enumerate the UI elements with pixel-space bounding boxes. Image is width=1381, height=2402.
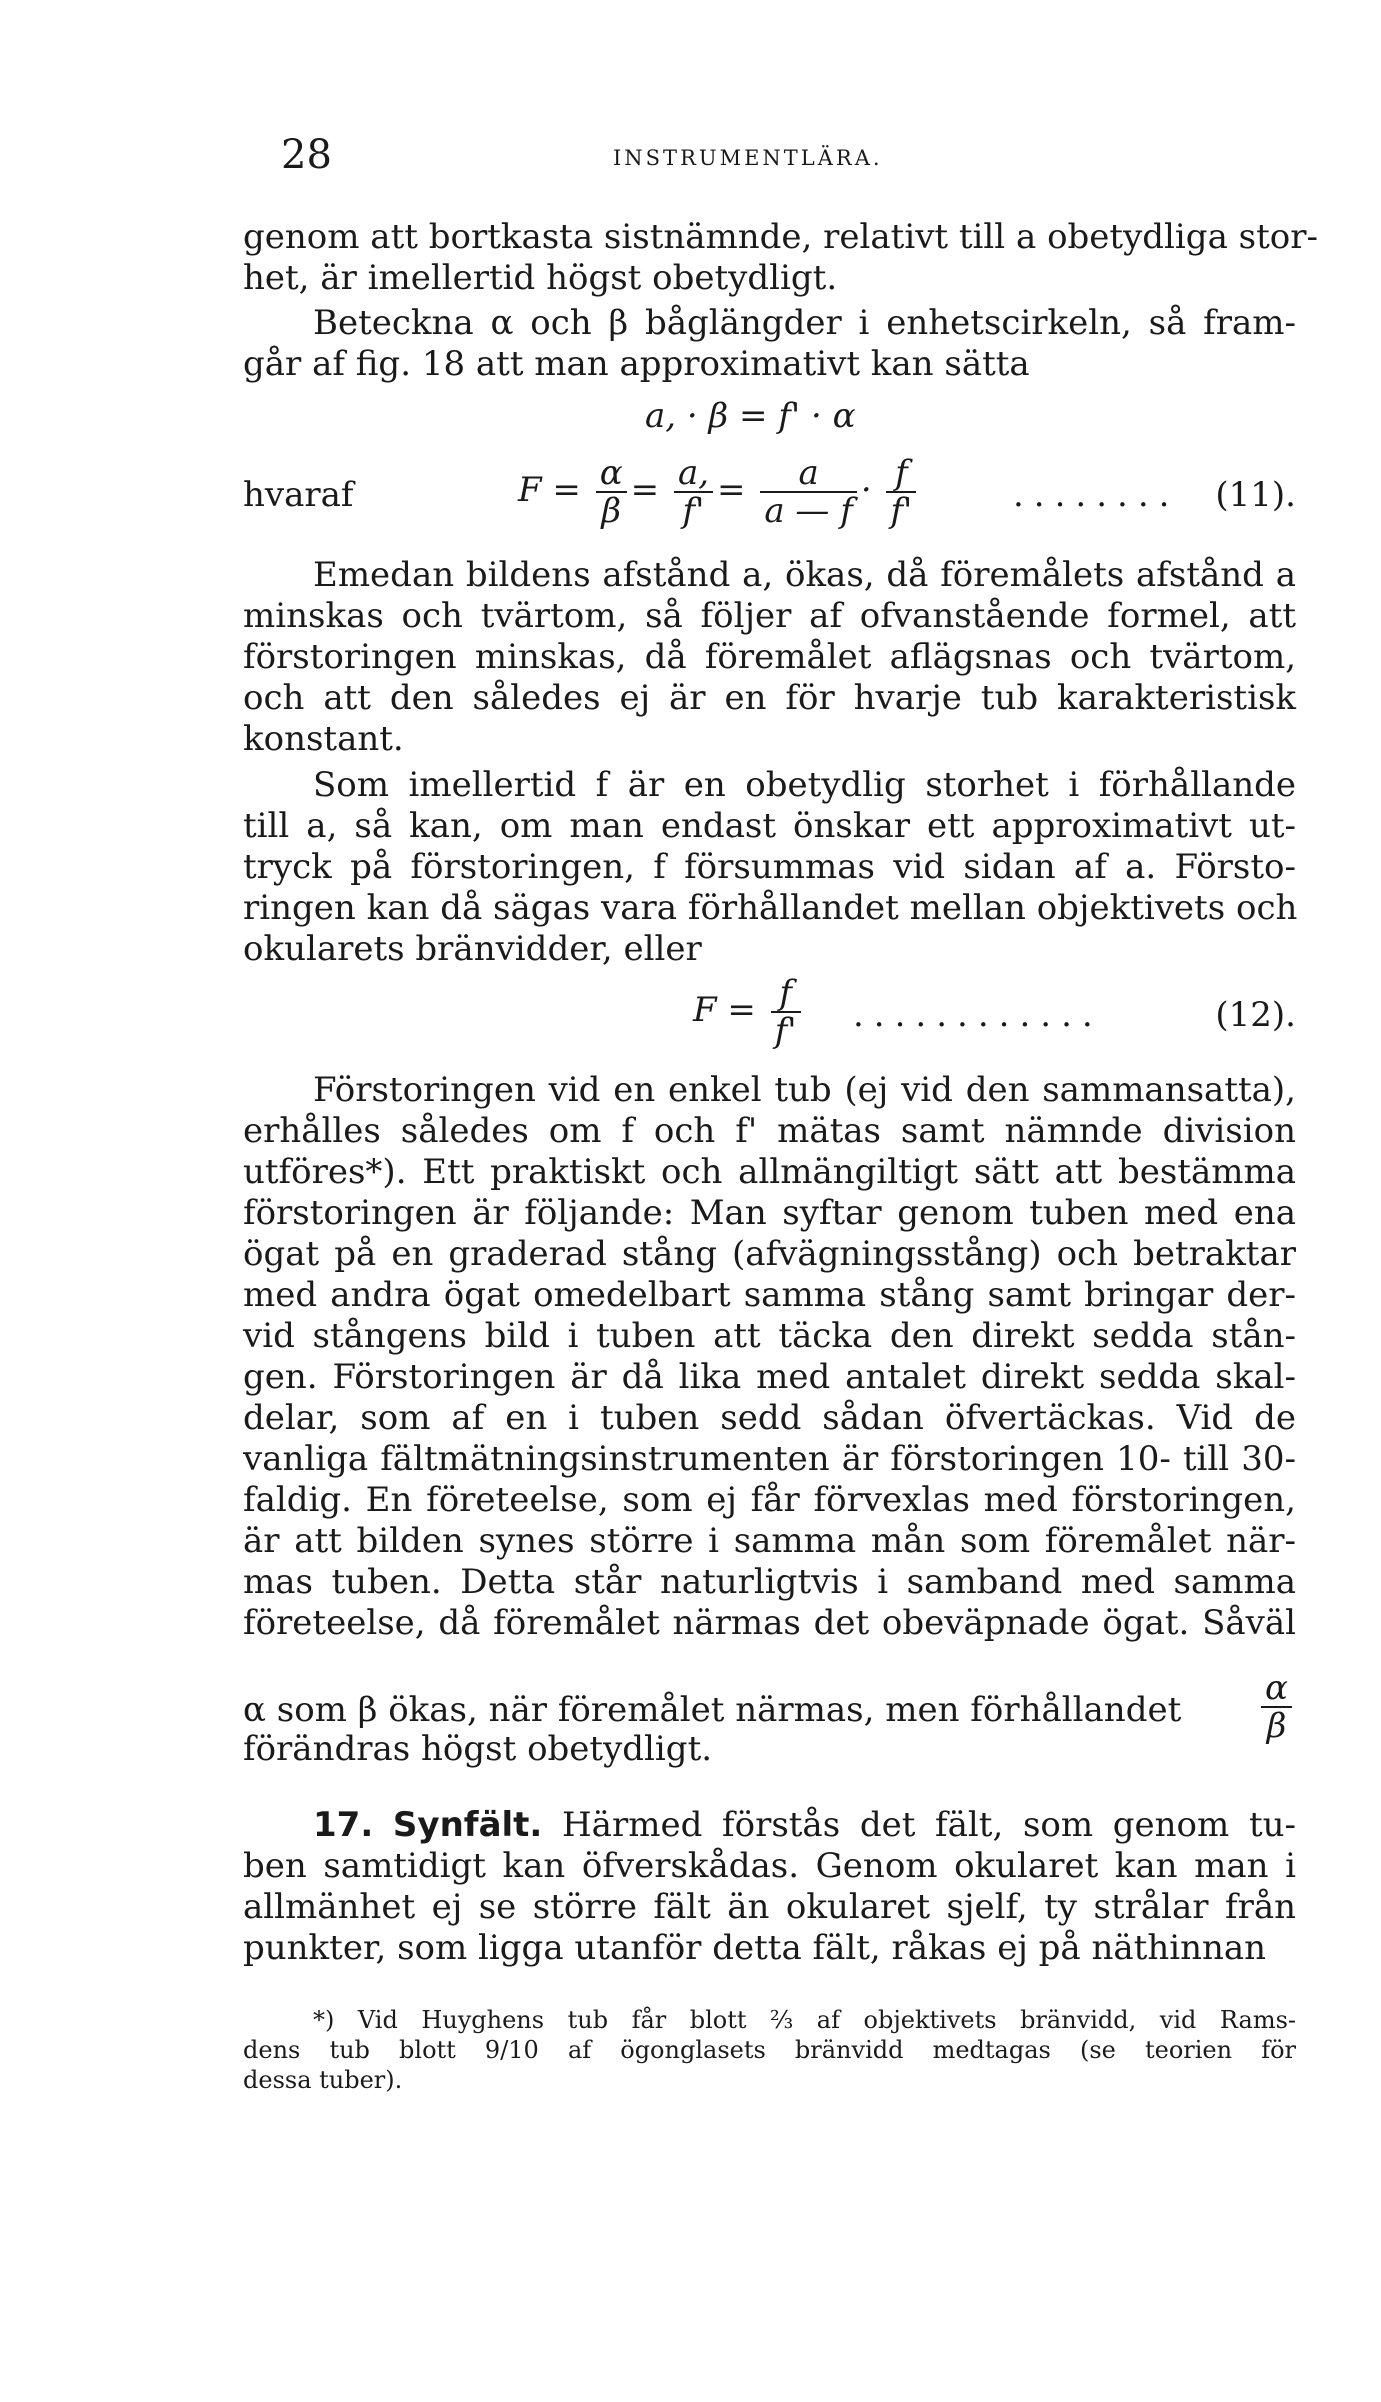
text-line: het, är imellertid högst obetydligt.	[243, 258, 838, 298]
fraction: $\frac{a}{a — f}$	[760, 455, 856, 529]
text-line: tryck på förstoringen, f försummas vid sidan af a. Försto-	[243, 847, 1296, 887]
text-line: företeelse, då föremålet närmas det obeväpnade ögat. Såväl	[243, 1603, 1296, 1643]
text-line: vanliga fältmätningsinstrumenten är förstoringen 10- till 30-	[243, 1439, 1296, 1479]
section-17	[243, 1805, 1296, 1969]
text-line: punkter, som ligga utanför detta fält, råkas ej på näthinnan	[243, 1928, 1267, 1968]
text-line: är att bilden synes större i samma mån som föremålet när-	[243, 1521, 1296, 1561]
text-line: förändras högst obetydligt.	[243, 1729, 713, 1769]
text-line: minskas och tvärtom, så följer af ofvanstående formel, att	[243, 596, 1296, 636]
text-line: delar, som af en i tuben sedd sådan öfvertäckas. Vid de	[243, 1398, 1296, 1438]
text-line: erhålles således om f och f' mätas samt nämnde division	[243, 1111, 1296, 1151]
equation-number: (12).	[1215, 995, 1296, 1035]
text-line: faldig. En företeelse, som ej får förvexlas med förstoringen,	[243, 1480, 1296, 1520]
fraction: $\frac{f}{f'}$	[771, 975, 801, 1049]
section-number: 17.	[313, 1805, 374, 1845]
fraction: $\frac{a,}{f'}$	[674, 455, 713, 529]
text-line: Emedan bildens afstånd a, ökas, då föremålets afstånd a	[313, 555, 1296, 595]
text-line: allmänhet ej se större fält än okularet sjelf, ty strålar från	[243, 1887, 1296, 1927]
text-line: ben samtidigt kan öfverskådas. Genom okularet kan man i	[243, 1846, 1296, 1886]
text-line: konstant.	[243, 719, 404, 759]
text-line: ringen kan då sägas vara förhållandet mellan objektivets och	[243, 888, 1298, 928]
footnote-line: dessa tuber).	[243, 2066, 403, 2094]
text-line: Beteckna α och β båglängder i enhetscirkeln, så fram-	[313, 303, 1296, 343]
fraction: $\frac{\alpha}{\beta}$	[1261, 1670, 1292, 1744]
paragraph-6	[243, 1668, 1296, 1770]
fraction: $\frac{f}{f'}$	[886, 455, 916, 529]
text-line: okularets bränvidder, eller	[243, 929, 702, 969]
equation-prefix: hvaraf	[243, 475, 354, 515]
text-line: vid stångens bild i tuben att täcka den direkt sedda stån-	[243, 1316, 1296, 1356]
text-line: mas tuben. Detta står naturligtvis i samband med samma	[243, 1562, 1296, 1602]
text-line: ögat på en graderad stång (afvägningsstång) och betraktar	[243, 1234, 1296, 1274]
text-line: förstoringen är följande: Man syftar genom tuben med ena	[243, 1193, 1296, 1233]
text-line: går af fig. 18 att man approximativt kan sätta	[243, 344, 1030, 384]
equation-a: a, · β = f' · α	[645, 396, 856, 436]
section-title: Synfält.	[392, 1805, 543, 1845]
paragraph-2	[243, 303, 1296, 385]
text-line: med andra ögat omedelbart samma stång samt bringar der-	[243, 1275, 1296, 1315]
text-line: och att den således ej är en för hvarje tub karakteristisk	[243, 678, 1296, 718]
running-title: INSTRUMENTLÄRA.	[613, 146, 883, 170]
text-line: gen. Förstoringen är då lika med antalet direkt sedda skal-	[243, 1357, 1296, 1397]
paragraph-1	[243, 217, 1318, 299]
equation-lhs: F =	[693, 990, 756, 1030]
equation-dots: ........	[1013, 475, 1180, 515]
text-line: Förstoringen vid en enkel tub (ej vid den sammansatta),	[313, 1070, 1296, 1110]
text-line: Härmed förstås det fält, som genom tu-	[562, 1805, 1296, 1845]
page-number: 28	[281, 132, 332, 178]
paragraph-5	[243, 1070, 1296, 1644]
paragraph-4	[243, 765, 1296, 970]
footnote	[243, 2005, 1296, 2095]
page-header	[243, 132, 1301, 182]
equation-number: (11).	[1215, 475, 1296, 515]
text-line: Som imellertid f är en obetydlig storhet i förhållande	[313, 765, 1296, 805]
text-line: förstoringen minskas, då föremålet aflägsnas och tvärtom,	[243, 637, 1296, 677]
equation-lhs: F =	[518, 470, 581, 510]
fraction: $\frac{\alpha}{\beta}$	[596, 455, 627, 529]
footnote-line: dens tub blott 9/10 af ögonglasets bränvidd medtagas (se teorien för	[243, 2036, 1296, 2064]
footnote-line: *) Vid Huyghens tub får blott ⅔ af objektivets bränvidd, vid Rams-	[313, 2006, 1296, 2034]
text-line: α som β ökas, när föremålet närmas, men förhållandet	[243, 1690, 1182, 1730]
text-line: genom att bortkasta sistnämnde, relativt till a obetydliga stor-	[243, 217, 1318, 257]
paragraph-3	[243, 555, 1296, 760]
text-line: till a, så kan, om man endast önskar ett approximativt ut-	[243, 806, 1296, 846]
equation-dots: ............	[853, 995, 1103, 1035]
text-line: utföres*). Ett praktiskt och allmängiltigt sätt att bestämma	[243, 1152, 1296, 1192]
document-page: 28 INSTRUMENTLÄRA. genom att bortkasta sistnämnde, relativt till a obetydliga stor- het, är imellertid högst obetydligt. Beteckna α och β båglängder i enhetscirkeln, så fram- går af fig. 18 att man approximativt kan sätta a, · β = f' · α hvaraf F = $\frac{\alpha}{\beta}$ = $\frac{a,}{f'}$ = $\frac{a}{a — f}$ · $\frac{f}{f'}$ ........ (11). Emedan bildens afstånd a, ökas, då föremålets afstånd a minskas och tvärtom, så följer af ofvanstående formel, att förstoringen minskas, då föremålet aflägsnas och tvärtom, och att den således ej är en för hvarje tub karakteristisk konstant. Som imellertid f är en obetydlig storhet i förhållande till a, så kan, om man endast önskar ett approximativt ut- tryck på förstoringen, f försummas vid sidan af a. Försto- ringen kan då sägas vara förhållandet mellan objektivets och okularets bränvidder, eller F = $\frac{f}{f'}$ ............ (12). Förstoringen vid en enkel tub (ej vid den sammansatta), erhålles således om f och f' mätas samt nämnde division utföres*). Ett praktiskt och allmängiltigt sätt att bestämma förstoringen är följande: Man syftar genom tuben med ena ögat på en graderad stång (afvägningsstång) och betraktar med andra ögat omedelbart samma stång samt bringar der- vid stångens bild i tuben att täcka den direkt sedda stån- gen. Förstoringen är då lika med antalet direkt sedda skal- delar, som af en i tuben sedd sådan öfvertäckas. Vid de vanliga fältmätningsinstrumenten är förstoringen 10- till 30- faldig. En företeelse, som ej får förvexlas med förstoringen, är att bilden synes större i samma mån som föremålet när- mas tuben. Detta står naturligtvis i samband med samma företeelse, då föremålet närmas det obeväpnade ögat. Såväl α som β ökas, när föremålet närmas, men förhållandet $\frac{\alpha}{\beta}$ förändras högst obetydligt. 17. Synfält. Härmed förstås det fält, som genom tu- ben samtidigt kan öfverskådas. Genom okularet kan man i allmänhet ej se större fält än okularet sjelf, ty strålar från punkter, som ligga utanför detta fält, råkas ej på näthinnan *) Vid Huyghens tub får blott ⅔ af objektivets bränvidd, vid Rams- dens tub blott 9/10 af ögonglasets bränvidd medtagas (se teorien för dessa tuber).	[243, 132, 1318, 2094]
